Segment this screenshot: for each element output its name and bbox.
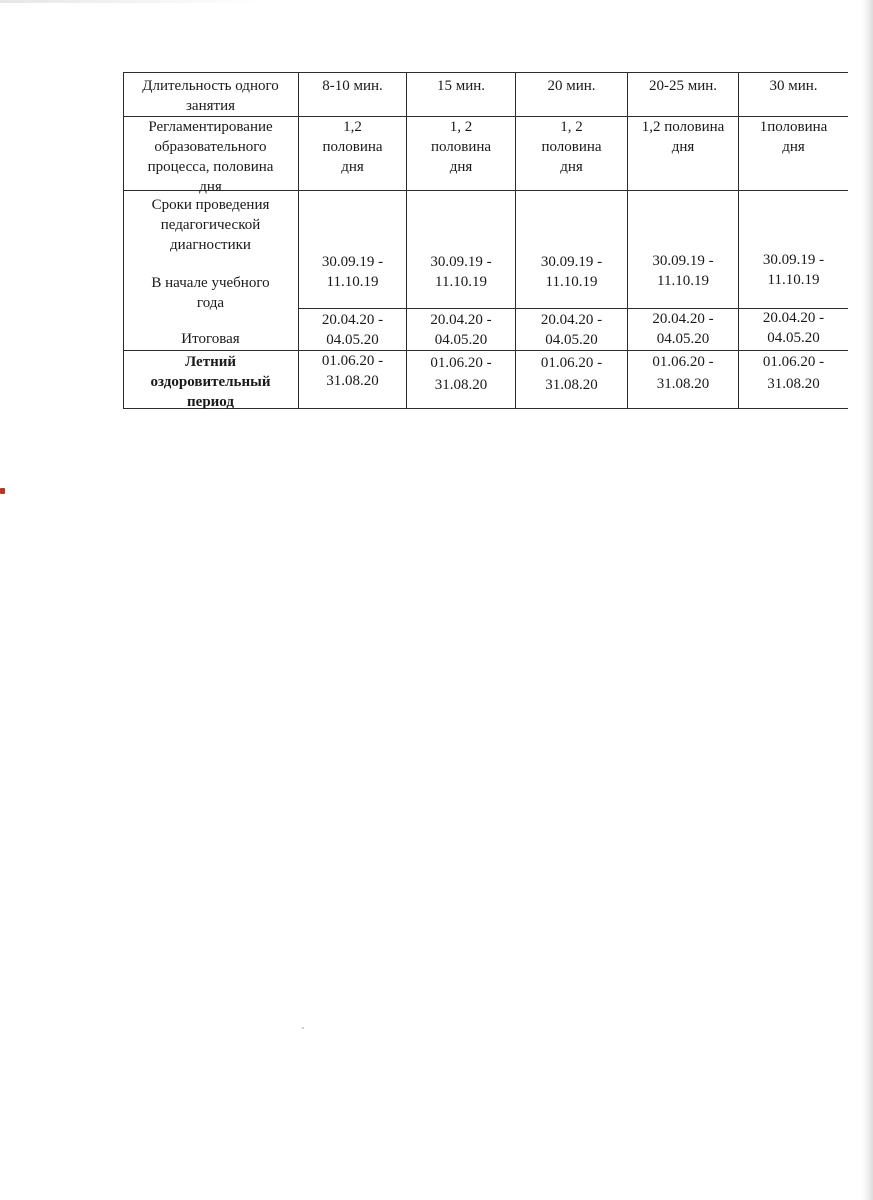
regulation-value: 1половина дня	[759, 119, 828, 155]
summer-value: 01.06.20 - 31.08.20	[430, 355, 492, 393]
diagnostics-start-value: 30.09.19 - 11.10.19	[540, 254, 603, 290]
regulation-value: 1, 2 половина дня	[430, 119, 492, 175]
duration-value: 30 мин.	[769, 78, 818, 94]
scan-mark	[0, 488, 5, 494]
summer-value: 01.06.20 - 31.08.20	[762, 354, 825, 392]
diagnostics-final-value: 20.04.20 - 04.05.20	[762, 310, 825, 346]
summer-row-label: Летний оздоровительный период	[150, 354, 271, 410]
diagnostics-row-label: Сроки проведения педагогической диагностики	[151, 197, 270, 253]
summer-value: 01.06.20 - 31.08.20	[652, 354, 714, 392]
regulation-row-label: Регламентирование образовательного процесса, половина дня	[147, 119, 274, 195]
diagnostics-final-value: 20.04.20 - 04.05.20	[430, 312, 492, 348]
table-border-top	[123, 72, 848, 73]
duration-row-label: Длительность одного занятия	[142, 78, 279, 114]
diagnostics-final-value: 20.04.20 - 04.05.20	[540, 312, 603, 348]
regulation-value: 1,2 половина дня	[322, 119, 383, 175]
summer-value: 01.06.20 - 31.08.20	[321, 353, 384, 389]
diagnostics-final-value: 20.04.20 - 04.05.20	[652, 311, 714, 347]
scan-top-shadow	[0, 0, 260, 3]
diagnostics-start-label: В начале учебного года	[151, 275, 270, 311]
duration-value: 20 мин.	[547, 78, 596, 94]
duration-value: 20-25 мин.	[648, 78, 718, 94]
diagnostics-start-value: 30.09.19 - 11.10.19	[762, 252, 825, 288]
diagnostics-final-label: Итоговая	[181, 331, 240, 347]
diagnostics-start-value: 30.09.19 - 11.10.19	[321, 254, 384, 290]
schedule-table	[123, 72, 848, 409]
diagnostics-final-value: 20.04.20 - 04.05.20	[321, 312, 384, 348]
regulation-value: 1, 2 половина дня	[541, 119, 602, 175]
diagnostics-start-value: 30.09.19 - 11.10.19	[430, 254, 492, 290]
duration-value: 8-10 мин.	[322, 78, 383, 94]
regulation-value: 1,2 половина дня	[641, 119, 725, 155]
summer-value: 01.06.20 - 31.08.20	[540, 355, 603, 393]
diagnostics-start-value: 30.09.19 - 11.10.19	[652, 253, 714, 289]
duration-value: 15 мин.	[436, 78, 486, 94]
scan-edge-shadow	[861, 0, 873, 1200]
scan-speck	[302, 1027, 304, 1029]
